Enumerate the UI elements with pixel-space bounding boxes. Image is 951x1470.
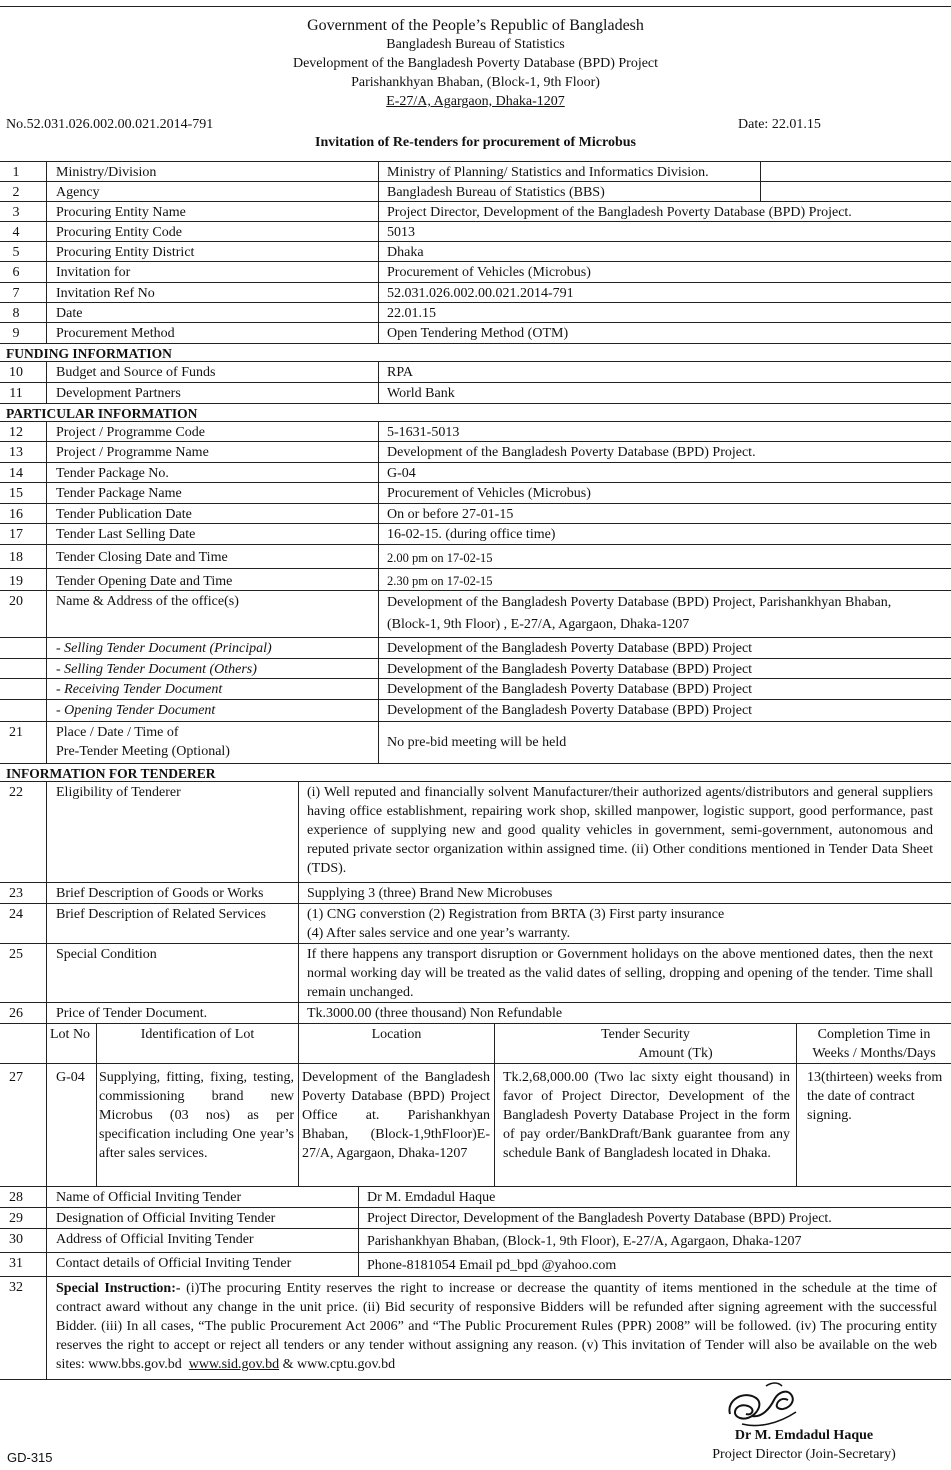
row-number: 14 xyxy=(9,466,23,481)
section-header xyxy=(0,764,951,782)
row-label: Price of Tender Document. xyxy=(46,1003,298,1023)
row-label: Project / Programme Name xyxy=(46,442,378,462)
row-number: 27 xyxy=(9,1070,23,1085)
row-label: Address of Official Inviting Tender xyxy=(46,1229,358,1252)
row-value: Development of the Bangladesh Poverty Database (BPD) Project xyxy=(378,638,951,658)
table-row xyxy=(0,303,951,323)
row-label: Name & Address of the office(s) xyxy=(46,591,378,637)
lot-table-row xyxy=(0,1064,951,1187)
table-row xyxy=(0,262,951,283)
section-header xyxy=(0,344,951,362)
table-row xyxy=(0,463,951,483)
services-line-2: (4) After sales service and one year’s warranty. xyxy=(307,926,571,941)
row-value xyxy=(378,591,951,637)
row-number: 24 xyxy=(9,907,23,922)
row-number: 17 xyxy=(9,527,23,542)
row-value: 2.30 pm on 17-02-15 xyxy=(378,569,951,590)
row-number: 10 xyxy=(9,365,23,380)
table-row xyxy=(0,545,951,569)
lot-tender-security: Tk.2,68,000.00 (Two lac sixty eight thousand) in favor of Project Director, Development of the Bangladesh Poverty Database Project in the form of pay order/BankDraft/Bank guarantee from any schedule Bank of Bangladesh located in Dhaka. xyxy=(494,1064,796,1186)
row-label: Tender Last Selling Date xyxy=(46,524,378,544)
header-completion-line-2: Weeks / Months/Days xyxy=(812,1046,936,1061)
row-label: Date xyxy=(46,303,378,322)
office-address-line-1: Development of the Bangladesh Poverty Database (BPD) Project, Parishankhyan Bhaban, xyxy=(387,595,892,610)
row-label: Brief Description of Related Services xyxy=(46,904,298,943)
row-number: 25 xyxy=(9,947,23,962)
issue-date: Date: 22.01.15 xyxy=(738,117,821,132)
row-value: 5-1631-5013 xyxy=(378,422,951,441)
row-label: Designation of Official Inviting Tender xyxy=(46,1208,358,1228)
special-instruction xyxy=(46,1277,951,1379)
row-value: 16-02-15. (during office time) xyxy=(378,524,951,544)
table-row xyxy=(0,422,951,442)
row-value xyxy=(298,904,951,943)
row-number: 4 xyxy=(12,225,20,240)
row-label: Agency xyxy=(46,182,378,201)
row-number: 19 xyxy=(9,574,23,589)
row-label: Procuring Entity Name xyxy=(46,202,378,221)
row-value: Development of the Bangladesh Poverty Database (BPD) Project xyxy=(378,700,951,721)
table-row xyxy=(0,202,951,222)
row-value: If there happens any transport disruption or Government holidays on the above mentioned dates, then the next normal working day will be treated as the valid dates of selling, dropping and opening of the tender. Time shall remain unchanged. xyxy=(298,944,951,1002)
table-row xyxy=(0,1229,951,1253)
row-number: 3 xyxy=(12,205,20,220)
website-bbs[interactable]: www.bbs.gov.bd xyxy=(88,1357,182,1372)
row-label: Tender Publication Date xyxy=(46,504,378,523)
table-row xyxy=(0,524,951,545)
row-value: World Bank xyxy=(378,383,951,403)
table-row xyxy=(0,679,951,700)
row-label: Procuring Entity Code xyxy=(46,222,378,241)
row-number: 28 xyxy=(9,1190,23,1205)
lot-number: G-04 xyxy=(46,1064,96,1186)
row-label: - Receiving Tender Document xyxy=(46,679,378,699)
row-label: Tender Opening Date and Time xyxy=(46,569,378,590)
table-row xyxy=(0,700,951,722)
row-number: 5 xyxy=(12,245,20,260)
row-value: 5013 xyxy=(378,222,951,241)
row-label: Invitation Ref No xyxy=(46,283,378,302)
table-row xyxy=(0,722,951,764)
row-value: On or before 27-01-15 xyxy=(378,504,951,523)
row-value: 52.031.026.002.00.021.2014-791 xyxy=(378,283,951,302)
row-number: 23 xyxy=(9,886,23,901)
row-number: 15 xyxy=(9,486,23,501)
row-label: - Selling Tender Document (Principal) xyxy=(46,638,378,658)
row-number: 2 xyxy=(12,185,20,200)
row-label: Brief Description of Goods or Works xyxy=(46,883,298,903)
row-value: Parishankhyan Bhaban, (Block-1, 9th Floor), E-27/A, Agargaon, Dhaka-1207 xyxy=(358,1229,951,1252)
row-number: 8 xyxy=(12,306,20,321)
table-row xyxy=(0,591,951,638)
row-value: Tk.3000.00 (three thousand) Non Refundable xyxy=(298,1003,951,1023)
table-row xyxy=(0,569,951,591)
row-label: Procuring Entity District xyxy=(46,242,378,261)
row-number: 21 xyxy=(9,725,23,740)
row-value: Development of the Bangladesh Poverty Database (BPD) Project xyxy=(378,679,951,699)
row-label: Tender Package No. xyxy=(46,463,378,482)
row-number: 26 xyxy=(9,1006,23,1021)
header-identification: Identification of Lot xyxy=(96,1024,298,1063)
table-row xyxy=(0,442,951,463)
special-instruction-heading: Special Instruction:- xyxy=(56,1281,181,1296)
table-row xyxy=(0,483,951,504)
row-number: 1 xyxy=(12,165,20,180)
row-label: Contact details of Official Inviting Tender xyxy=(46,1253,358,1276)
table-row xyxy=(0,1253,951,1277)
lot-identification: Supplying, fitting, fixing, testing, commissioning brand new Microbus (03 nos) as per specification including One year’s after sales services. xyxy=(96,1064,298,1186)
top-rule xyxy=(0,6,951,7)
address-line: E-27/A, Agargaon, Dhaka-1207 xyxy=(386,94,565,109)
row-label: Procurement Method xyxy=(46,323,378,343)
table-row xyxy=(0,182,951,202)
signatory-name: Dr M. Emdadul Haque xyxy=(734,1428,874,1443)
signatory-designation: Project Director (Join-Secretary) xyxy=(712,1447,896,1462)
header-completion-line-1: Completion Time in xyxy=(817,1027,931,1042)
row-label: Invitation for xyxy=(46,262,378,282)
row-label: Tender Package Name xyxy=(46,483,378,503)
row-value: Dhaka xyxy=(378,242,951,261)
project-line: Development of the Bangladesh Poverty Database (BPD) Project xyxy=(292,56,659,71)
row-label: - Selling Tender Document (Others) xyxy=(46,659,378,678)
header-security-line-1: Tender Security xyxy=(601,1027,690,1042)
row-value: Bangladesh Bureau of Statistics (BBS) xyxy=(378,182,761,201)
row-number: 20 xyxy=(9,594,23,609)
row-value: Supplying 3 (three) Brand New Microbuses xyxy=(298,883,951,903)
section-title-particular: PARTICULAR INFORMATION xyxy=(6,406,198,421)
row-label: Development Partners xyxy=(46,383,378,403)
row-label: Special Condition xyxy=(46,944,298,1002)
row-number: 29 xyxy=(9,1211,23,1226)
row-number: 31 xyxy=(9,1256,23,1271)
table-row xyxy=(0,383,951,404)
website-cptu[interactable]: www.cptu.gov.bd xyxy=(297,1357,396,1372)
document-title: Invitation of Re-tenders for procurement of Microbus xyxy=(315,135,636,150)
lot-completion-time: 13(thirteen) weeks from the date of contract signing. xyxy=(796,1064,951,1186)
row-number: 13 xyxy=(9,445,23,460)
table-row xyxy=(0,1277,951,1380)
row-value: Procurement of Vehicles (Microbus) xyxy=(378,262,951,282)
table-row xyxy=(0,222,951,242)
table-row xyxy=(0,242,951,262)
table-row xyxy=(0,161,951,182)
row-value: Project Director, Development of the Bangladesh Poverty Database (BPD) Project. xyxy=(378,202,951,221)
table-row xyxy=(0,362,951,383)
row-number: 9 xyxy=(12,326,20,341)
row-number: 32 xyxy=(9,1280,23,1295)
row-number-empty xyxy=(0,679,46,699)
row-value: (i) Well reputed and financially solvent Manufacturer/their authorized agents/distributors and general suppliers having office establishment, repairing work shop, skilled manpower, logistic support, good performance, past experience of supplying new and good quality vehicles in government, semi-government, autonomous and reputed private sector organization within assigned time. (ii) Other conditions mentioned in Tender Data Sheet (TDS). xyxy=(298,782,951,882)
header-security-line-2: Amount (Tk) xyxy=(638,1046,713,1061)
row-number: 12 xyxy=(9,425,23,440)
table-row xyxy=(0,944,951,1003)
table-row xyxy=(0,659,951,679)
table-row xyxy=(0,283,951,303)
row-label: - Opening Tender Document xyxy=(46,700,378,721)
form-code: GD-315 xyxy=(7,1450,53,1465)
row-number: 11 xyxy=(9,386,23,401)
row-number-empty xyxy=(0,638,46,658)
section-header xyxy=(0,404,951,422)
lot-location: Development of the Bangladesh Poverty Database (BPD) Project Office at. Parishankhyan Bhaban, (Block-1,9thFloor)E-27/A, Agargaon, Dhaka-1207 xyxy=(298,1064,494,1186)
table-row xyxy=(0,323,951,344)
table-row xyxy=(0,504,951,524)
govt-line: Government of the People’s Republic of Bangladesh xyxy=(307,17,644,34)
table-row xyxy=(0,1187,951,1208)
row-value: G-04 xyxy=(378,463,951,482)
row-value: Phone-8181054 Email pd_bpd @yahoo.com xyxy=(358,1253,951,1276)
header-security xyxy=(494,1024,796,1063)
table-row xyxy=(0,1208,951,1229)
row-value: No pre-bid meeting will be held xyxy=(378,722,951,763)
row-label: Budget and Source of Funds xyxy=(46,362,378,382)
row-number: 18 xyxy=(9,550,23,565)
row-value: 2.00 pm on 17-02-15 xyxy=(378,545,951,568)
row-number-empty xyxy=(0,659,46,678)
section-title-tenderer: INFORMATION FOR TENDERER xyxy=(6,766,216,781)
building-line: Parishankhyan Bhaban, (Block-1, 9th Floor) xyxy=(351,75,600,90)
letterhead xyxy=(0,16,951,111)
table-row xyxy=(0,1003,951,1024)
table-row xyxy=(0,638,951,659)
row-value: Development of the Bangladesh Poverty Database (BPD) Project. xyxy=(378,442,951,462)
row-value: Development of the Bangladesh Poverty Database (BPD) Project xyxy=(378,659,951,678)
row-label: Eligibility of Tenderer xyxy=(46,782,298,882)
row-label xyxy=(46,722,378,763)
office-address-line-2: (Block-1, 9th Floor) , E-27/A, Agargaon, Dhaka-1207 xyxy=(387,617,690,632)
header-lot-no: Lot No xyxy=(46,1024,96,1063)
website-separator: & xyxy=(279,1357,297,1372)
section-title-funding: FUNDING INFORMATION xyxy=(6,346,172,361)
table-row xyxy=(0,904,951,944)
row-label: Project / Programme Code xyxy=(46,422,378,441)
row-label: Name of Official Inviting Tender xyxy=(46,1187,358,1207)
row-value: Project Director, Development of the Bangladesh Poverty Database (BPD) Project. xyxy=(358,1208,951,1228)
row-value: Procurement of Vehicles (Microbus) xyxy=(378,483,951,503)
row-value: 22.01.15 xyxy=(378,303,951,322)
special-instruction-text: (i)The procuring Entity reserves the right to increase or decrease the quantity of items mentioned in the schedule at the time of contract award without any change in the unit price. (ii) Bid security of responsive Bidders will be refunded after signing agreement with the successful Bidder. (iii) In all cases, “The public Procurement Act 2006” and “The Public Procurement Rules (PPR) 2008” will be followed. (iv) The procuring entity reserves the right to accept or reject all tenders or any tender without assigning any reason. (v) This invitation of Tender will also be available on the web sites: xyxy=(56,1281,937,1372)
table-row xyxy=(0,883,951,904)
row-value: RPA xyxy=(378,362,951,382)
row-number: 22 xyxy=(9,785,23,800)
row-number: 6 xyxy=(12,265,20,280)
row-label: Tender Closing Date and Time xyxy=(46,545,378,568)
header-completion xyxy=(796,1024,951,1063)
table-row xyxy=(0,782,951,883)
services-line-1: (1) CNG converstion (2) Registration from BRTA (3) First party insurance xyxy=(307,907,725,922)
header-location: Location xyxy=(298,1024,494,1063)
meeting-label-line-1: Place / Date / Time of xyxy=(56,725,179,740)
row-number-empty xyxy=(0,700,46,721)
header-empty xyxy=(0,1024,46,1063)
tender-form-table xyxy=(0,161,951,1381)
bureau-line: Bangladesh Bureau of Statistics xyxy=(386,37,565,52)
meeting-label-line-2: Pre-Tender Meeting (Optional) xyxy=(56,744,230,759)
row-label: Ministry/Division xyxy=(46,162,378,181)
row-number: 16 xyxy=(9,507,23,522)
row-value: Ministry of Planning/ Statistics and Informatics Division. xyxy=(378,162,761,181)
website-sid[interactable]: www.sid.gov.bd xyxy=(188,1357,280,1372)
row-number: 7 xyxy=(12,286,20,301)
row-value: Open Tendering Method (OTM) xyxy=(378,323,951,343)
lot-table-header xyxy=(0,1024,951,1064)
reference-number: No.52.031.026.002.00.021.2014-791 xyxy=(6,117,214,132)
row-value: Dr M. Emdadul Haque xyxy=(358,1187,951,1207)
row-number: 30 xyxy=(9,1232,23,1247)
